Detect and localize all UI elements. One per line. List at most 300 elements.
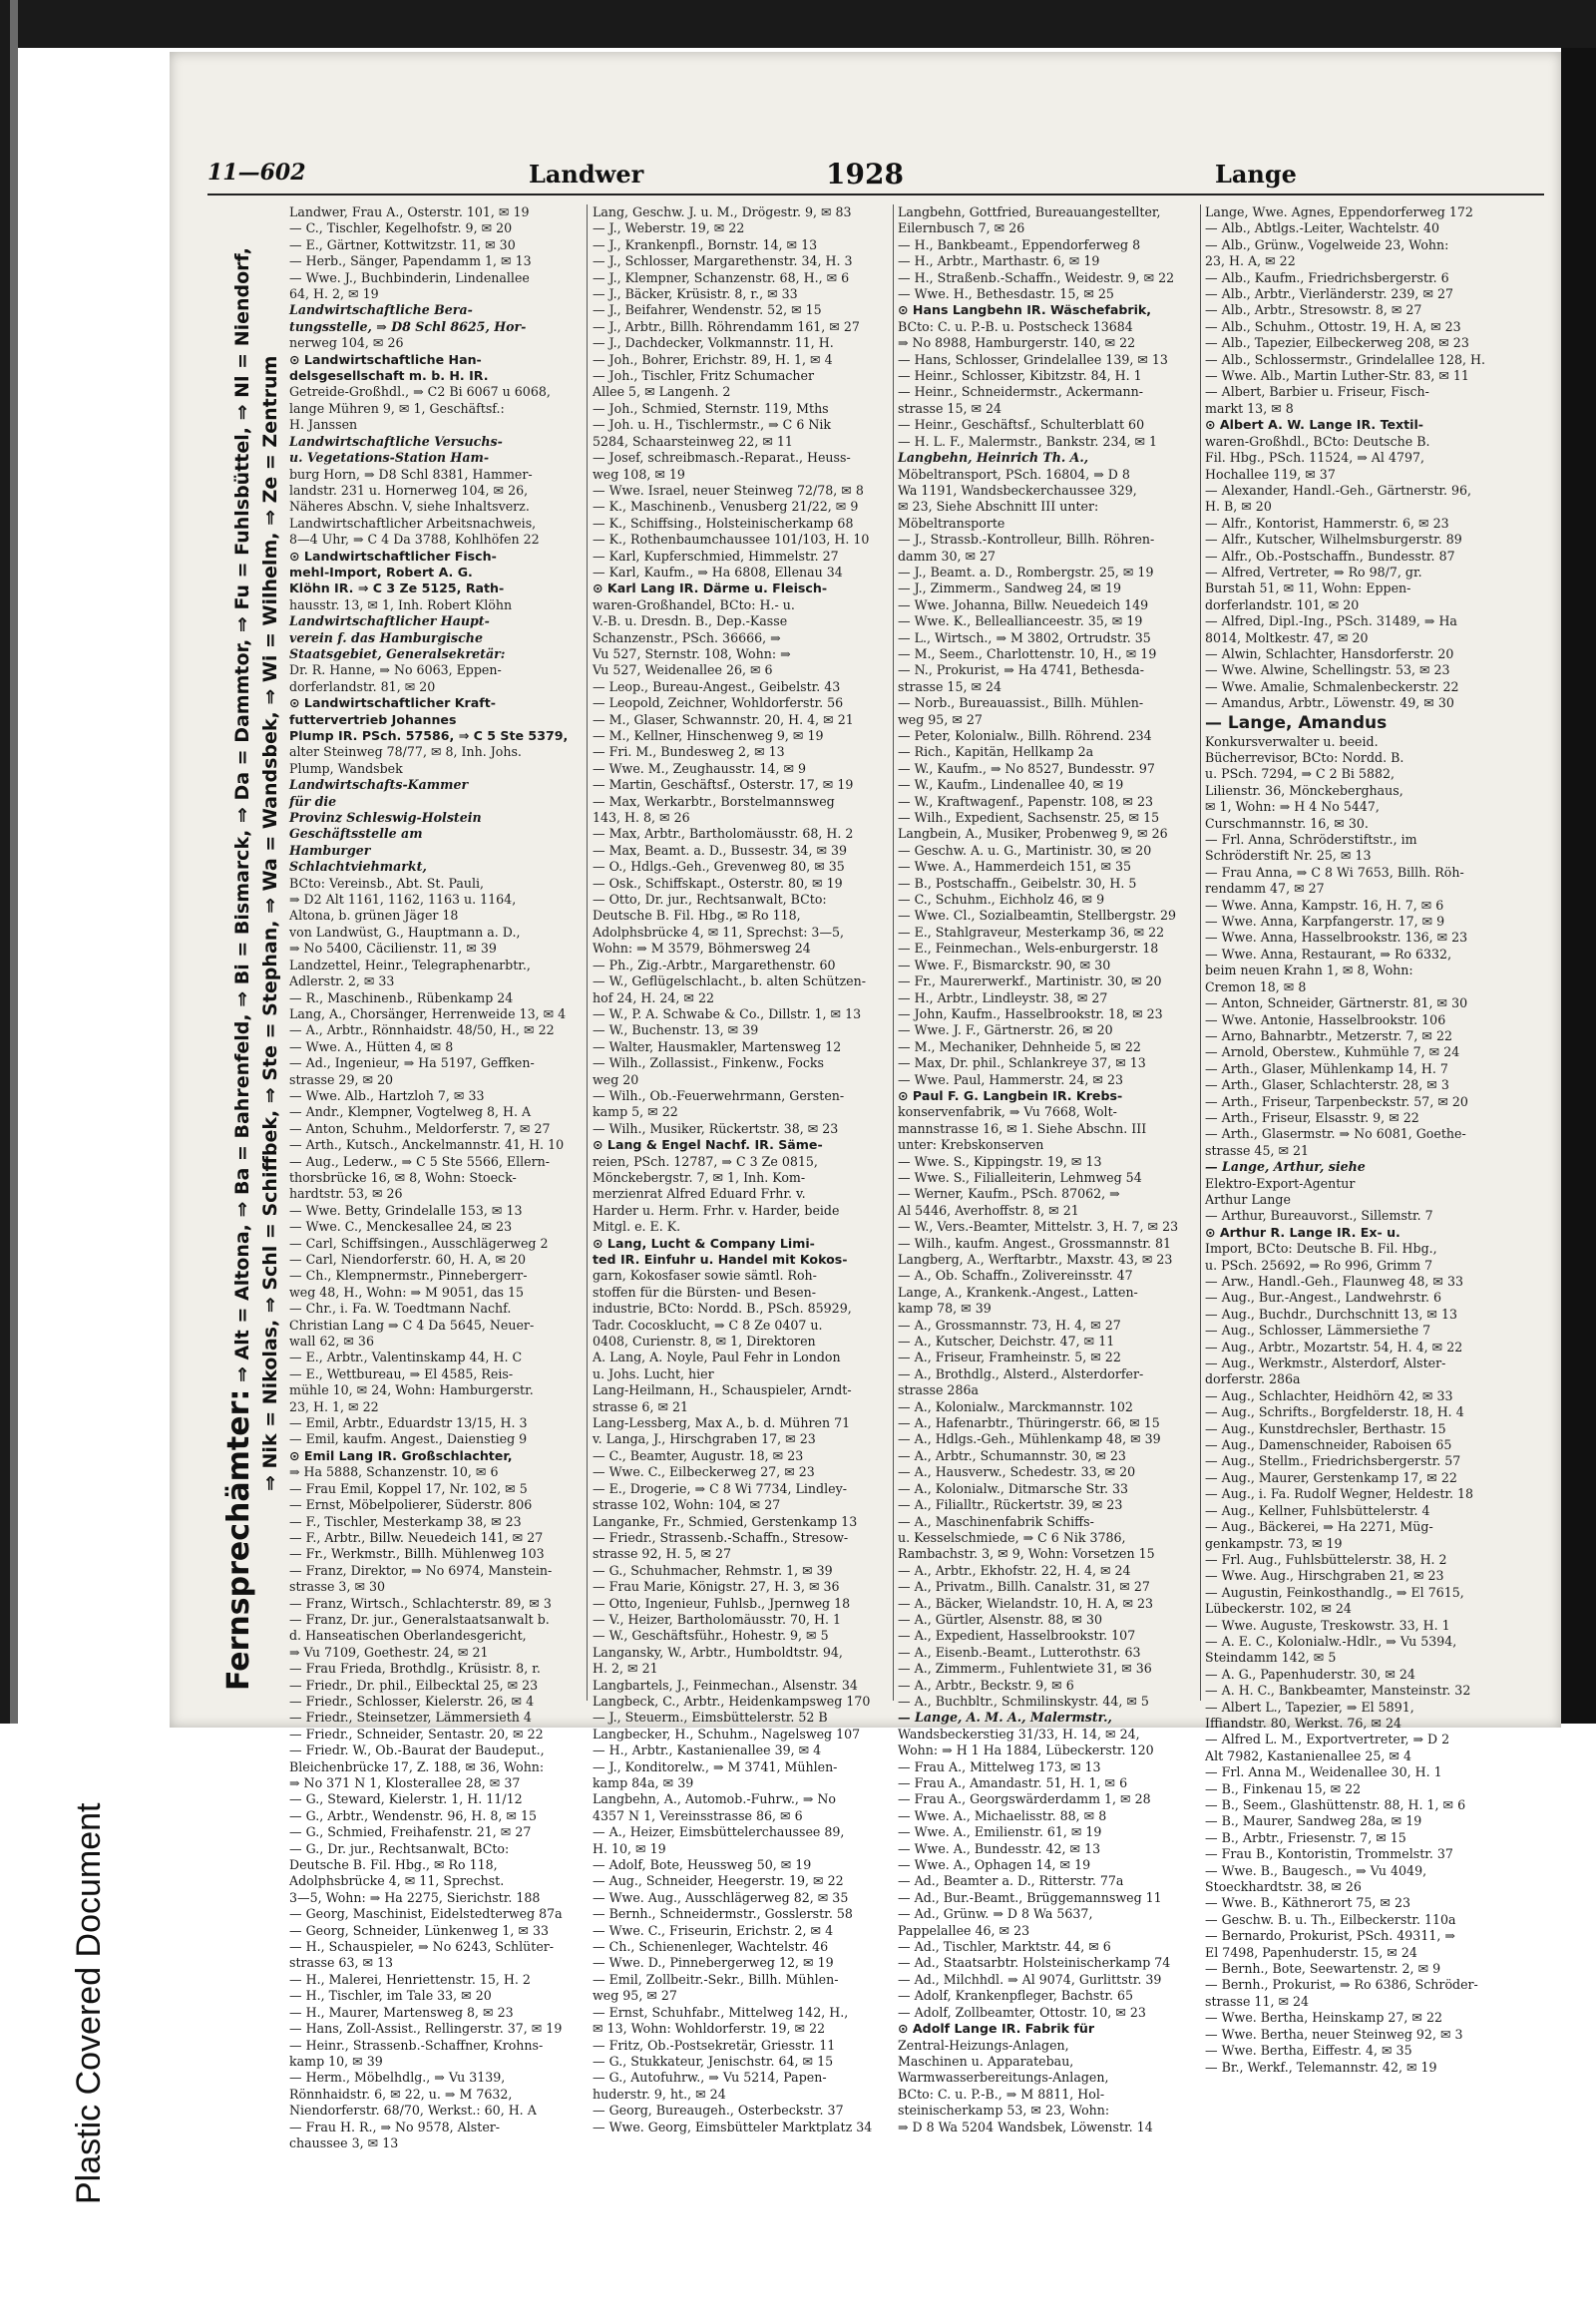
directory-entry: — Otto, Ingenieur, Fuhlsb., Jpernweg 18 <box>593 1595 851 1611</box>
directory-entry: ✉ 23, Siehe Abschnitt III unter: <box>898 499 1099 515</box>
directory-entry: — Werner, Kaufm., PSch. 87062, ⇒ <box>898 1186 1120 1202</box>
directory-entry: — Heinr., Geschäftsf., Schulterblatt 60 <box>898 417 1145 433</box>
directory-entry: Adolphsbrücke 4, ✉ 11, Sprechst: 3—5, <box>593 924 845 940</box>
directory-entry: — G., Arbtr., Wendenstr. 96, H. 8, ✉ 15 <box>289 1807 537 1823</box>
directory-entry: — H., Arbtr., Marthastr. 6, ✉ 19 <box>898 253 1100 269</box>
directory-entry: — E., Stahlgraveur, Mesterkamp 36, ✉ 22 <box>898 924 1165 940</box>
directory-entry: unter: Krebskonserven <box>898 1137 1044 1153</box>
directory-entry: — Wwe. Anna, Hasselbrookstr. 136, ✉ 23 <box>1205 930 1468 946</box>
directory-entry: — J., Konditorelw., ⇒ M 3741, Mühlen- <box>593 1758 838 1774</box>
directory-entry: — Georg, Bureaugeh., Osterbeckstr. 37 <box>593 2103 844 2119</box>
directory-entry: — K., Rothenbaumchaussee 101/103, H. 10 <box>593 532 870 548</box>
directory-entry: Iffiandstr. 80, Werkst. 76, ✉ 24 <box>1205 1715 1401 1731</box>
directory-entry: — Wwe. A., Michaelisstr. 88, ✉ 8 <box>898 1807 1107 1823</box>
directory-entry: — Walter, Hausmakler, Martensweg 12 <box>593 1038 842 1054</box>
directory-entry: ⇒ D2 Alt 1161, 1162, 1163 u. 1164, <box>289 892 517 908</box>
directory-entry: — K., Maschinenb., Venusberg 21/22, ✉ 9 <box>593 499 859 515</box>
directory-entry: — Wwe. H., Bethesdastr. 15, ✉ 25 <box>898 286 1114 302</box>
directory-entry: Konkursverwalter u. beeid. <box>1205 733 1379 749</box>
directory-entry: — Ph., Zig.-Arbtr., Margarethenstr. 60 <box>593 957 836 972</box>
directory-entry: — B., Maurer, Sandweg 28a, ✉ 19 <box>1205 1813 1422 1829</box>
directory-entry: beim neuen Krahn 1, ✉ 8, Wohn: <box>1205 963 1413 978</box>
directory-entry: — Bernh., Bote, Seewartenstr. 2, ✉ 9 <box>1205 1961 1441 1977</box>
directory-entry: d. Hanseatischen Oberlandesgericht, <box>289 1628 527 1644</box>
directory-entry: — Aug., Kellner, Fuhlsbüttelerstr. 4 <box>1205 1502 1430 1518</box>
directory-entry: — J., Beamt. a. D., Rombergstr. 25, ✉ 19 <box>898 564 1154 580</box>
directory-entry: — Alfr., Ob.-Postschaffn., Bundesstr. 87 <box>1205 548 1455 564</box>
directory-entry: Landwer, Frau A., Osterstr. 101, ✉ 19 <box>289 204 530 219</box>
directory-entry: Plump, Wandsbek <box>289 760 403 776</box>
directory-entry: — Wwe. Anna, Kampstr. 16, H. 7, ✉ 6 <box>1205 897 1444 913</box>
directory-entry: Landwirtschaftlicher Haupt- <box>289 613 490 629</box>
directory-entry: — Arth., Glasermstr. ⇒ No 6081, Goethe- <box>1205 1126 1466 1142</box>
column-rule <box>893 204 894 1701</box>
directory-entry: — J., Beifahrer, Wendenstr. 52, ✉ 15 <box>593 302 822 318</box>
page-number: 11—602 <box>207 160 306 186</box>
directory-entry: Landzettel, Heinr., Telegraphenarbtr., <box>289 957 531 972</box>
exchange-legend-line1: ⇒ Alt = Altona, ⇒ Ba = Bahrenfeld, ⇒ Bi = Bismarck, ⇒ Da = Dammtor, ⇒ Fu = Fuhlsbüttel, ⇒ Nl = Niendorf, <box>231 247 253 1382</box>
directory-entry: — Arth., Glaser, Schlachterstr. 28, ✉ 3 <box>1205 1077 1449 1093</box>
directory-entry: — Geschw. B. u. Th., Eilbeckerstr. 110a <box>1205 1911 1456 1927</box>
directory-entry: — Wwe. M., Zeughausstr. 14, ✉ 9 <box>593 760 807 776</box>
directory-entry: ⊙ Landwirtschaftlicher Kraft- <box>289 695 496 711</box>
directory-entry: Elektro-Export-Agentur <box>1205 1175 1356 1191</box>
exchange-legend-strip <box>221 194 283 1696</box>
directory-entry: — Herb., Sänger, Papendamm 1, ✉ 13 <box>289 253 532 269</box>
directory-entry: Rambachstr. 3, ✉ 9, Wohn: Vorsetzen 15 <box>898 1546 1155 1562</box>
directory-entry: — Arth., Friseur, Elsasstr. 9, ✉ 22 <box>1205 1109 1419 1125</box>
directory-entry: — Alb., Arbtr., Vierländerstr. 239, ✉ 27 <box>1205 286 1454 302</box>
directory-entry: — W., Geschäftsführ., Hohestr. 9, ✉ 5 <box>593 1628 829 1644</box>
directory-entry: — Emil, Zollbeitr.-Sekr., Billh. Mühlen- <box>593 1971 839 1987</box>
directory-entry: burg Horn, ⇒ D8 Schl 8381, Hammer- <box>289 466 533 482</box>
directory-entry: — N., Prokurist, ⇒ Ha 4741, Bethesda- <box>898 662 1144 678</box>
directory-entry: — R., Maschinenb., Rübenkamp 24 <box>289 989 514 1005</box>
directory-entry: kamp 10, ✉ 39 <box>289 2053 383 2069</box>
directory-entry: mühle 10, ✉ 24, Wohn: Hamburgerstr. <box>289 1382 534 1398</box>
directory-entry: — A., Expedient, Hasselbrookstr. 107 <box>898 1628 1136 1644</box>
directory-entry: — Alwin, Schlachter, Hansdorferstr. 20 <box>1205 645 1454 661</box>
directory-entry: — O., Hdlgs.-Geh., Grevenweg 80, ✉ 35 <box>593 859 845 875</box>
directory-entry: — Wwe. B., Käthnerort 75, ✉ 23 <box>1205 1895 1410 1911</box>
directory-entry: — Frau B., Kontoristin, Trommelstr. 37 <box>1205 1846 1453 1862</box>
directory-entry: — W., P. A. Schwabe & Co., Dillstr. 1, ✉ 13 <box>593 1005 862 1021</box>
directory-entry: — Frl. Anna, Schröderstiftstr., im <box>1205 832 1417 848</box>
directory-entry: Wohn: ⇒ H 1 Ha 1884, Lübeckerstr. 120 <box>898 1743 1154 1758</box>
directory-entry: Staatsgebiet, Generalsekretär: <box>289 645 506 661</box>
directory-entry: u. PSch. 7294, ⇒ C 2 Bi 5882, <box>1205 766 1395 782</box>
guideword-left: Landwer <box>529 160 644 189</box>
directory-entry: — Friedr., Dr. phil., Eilbecktal 25, ✉ 23 <box>289 1677 539 1693</box>
directory-entry: — Fri. M., Bundesweg 2, ✉ 13 <box>593 744 785 760</box>
directory-entry: — Frau A., Amandastr. 51, H. 1, ✉ 6 <box>898 1775 1128 1790</box>
directory-entry: — Georg, Schneider, Lünkenweg 1, ✉ 33 <box>289 1922 549 1938</box>
directory-entry: — W., Geflügelschlacht., b. alten Schützen- <box>593 973 866 989</box>
directory-entry: ⊙ Adolf Lange IR. Fabrik für <box>898 2021 1095 2037</box>
directory-entry: — John, Kaufm., Hasselbrookstr. 18, ✉ 23 <box>898 1005 1163 1021</box>
directory-entry: ⊙ Lang & Engel Nachf. IR. Säme- <box>593 1137 823 1153</box>
directory-entry: — Wwe. Bertha, Eiffestr. 4, ✉ 35 <box>1205 2043 1412 2059</box>
directory-entry: Langbeck, C., Arbtr., Heidenkampsweg 170 <box>593 1693 871 1709</box>
directory-entry: — Frau Frieda, Brothdlg., Krüsistr. 8, r. <box>289 1661 541 1677</box>
directory-entry: — G., Dr. jur., Rechtsanwalt, BCto: <box>289 1840 510 1856</box>
directory-entry: — Wwe. D., Pinnebergerweg 12, ✉ 19 <box>593 1955 834 1971</box>
directory-entry: — Ad., Staatsarbtr. Holsteinischerkamp 74 <box>898 1955 1171 1971</box>
directory-entry: — G., Stukkateur, Jenischstr. 64, ✉ 15 <box>593 2053 834 2069</box>
directory-entry: — Wwe. Aug., Ausschlägerweg 82, ✉ 35 <box>593 1889 849 1905</box>
directory-entry: — Max, Beamt. a. D., Bussestr. 34, ✉ 39 <box>593 842 848 858</box>
directory-entry: konservenfabrik, ⇒ Vu 7668, Wolt- <box>898 1104 1117 1120</box>
directory-entry: — Aug., Kunstdrechsler, Berthastr. 15 <box>1205 1420 1446 1436</box>
directory-entry: Bücherrevisor, BCto: Nordd. B. <box>1205 750 1404 765</box>
directory-entry: ⇒ D 8 Wa 5204 Wandsbek, Löwenstr. 14 <box>898 2119 1153 2134</box>
directory-entry: Lilienstr. 36, Mönckeberghaus, <box>1205 782 1403 798</box>
directory-entry: — Wwe. Bertha, Heinskamp 27, ✉ 22 <box>1205 2010 1442 2026</box>
directory-entry: Provinz Schleswig-Holstein <box>289 810 482 826</box>
directory-entry: strasse 102, Wohn: 104, ✉ 27 <box>593 1497 781 1513</box>
directory-entry: Steindamm 142, ✉ 5 <box>1205 1650 1337 1666</box>
directory-entry: Wandsbeckerstieg 31/33, H. 14, ✉ 24, <box>898 1726 1140 1742</box>
directory-entry: von Landwüst, G., Hauptmann a. D., <box>289 924 521 940</box>
directory-entry: — J., Schlosser, Margarethenstr. 34, H. 3 <box>593 253 853 269</box>
directory-entry: — W., Buchenstr. 13, ✉ 39 <box>593 1022 759 1038</box>
directory-entry: — Ad., Milchhdl. ⇒ Al 9074, Gurlittstr. 39 <box>898 1971 1162 1987</box>
directory-entry: — Alfred L. M., Exportvertreter, ⇒ D 2 <box>1205 1732 1450 1747</box>
directory-entry: kamp 84a, ✉ 39 <box>593 1775 694 1790</box>
directory-entry: H. Janssen <box>289 417 358 433</box>
directory-entry: ⇒ No 8988, Hamburgerstr. 140, ✉ 22 <box>898 335 1136 351</box>
directory-entry: — Wilh., Zollassist., Finkenw., Focks <box>593 1055 825 1071</box>
directory-entry: — A., Maschinenfabrik Schiffs- <box>898 1513 1094 1529</box>
directory-entry: — Max, Werkarbtr., Borstelmannsweg <box>593 793 835 809</box>
directory-entry: Langansky, W., Arbtr., Humboldtstr. 94, <box>593 1644 843 1660</box>
directory-entry: — J., Krankenpfl., Bornstr. 14, ✉ 13 <box>593 236 818 252</box>
directory-entry: 143, H. 8, ✉ 26 <box>593 810 690 826</box>
directory-entry: — V., Heizer, Bartholomäusstr. 70, H. 1 <box>593 1611 842 1627</box>
directory-entry: chaussee 3, ✉ 13 <box>289 2134 399 2150</box>
directory-entry: — H., Maurer, Martensweg 8, ✉ 23 <box>289 2004 514 2020</box>
directory-entry: 4357 N 1, Vereinsstrasse 86, ✉ 6 <box>593 1807 803 1823</box>
directory-entry: — Lange, Arthur, siehe <box>1205 1159 1366 1175</box>
directory-entry: — Aug., Damenschneider, Raboisen 65 <box>1205 1437 1452 1453</box>
directory-entry: 8014, Moltkestr. 47, ✉ 20 <box>1205 629 1369 645</box>
directory-entry: für die <box>289 793 337 809</box>
directory-entry: — Heinr., Schlosser, Kibitzstr. 84, H. 1 <box>898 368 1142 384</box>
directory-entry: — Fr., Maurerwerkf., Martinistr. 30, ✉ 20 <box>898 973 1162 989</box>
directory-entry: — Ernst, Schuhfabr., Mittelweg 142, H., <box>593 2004 849 2020</box>
directory-entry: — J., Klempner, Schanzenstr. 68, H., ✉ 6 <box>593 269 850 285</box>
directory-entry: El 7498, Papenhuderstr. 15, ✉ 24 <box>1205 1944 1417 1960</box>
directory-entry: — G., Steward, Kielerstr. 1, H. 11/12 <box>289 1791 523 1807</box>
directory-entry: Lübeckerstr. 102, ✉ 24 <box>1205 1601 1352 1617</box>
directory-entry: Import, BCto: Deutsche B. Fil. Hbg., <box>1205 1241 1437 1257</box>
directory-entry: — H., Bankbeamt., Eppendorferweg 8 <box>898 236 1141 252</box>
directory-entry: — Frau Emil, Koppel 17, Nr. 102, ✉ 5 <box>289 1480 528 1496</box>
directory-entry: — Joh., Bohrer, Erichstr. 89, H. 1, ✉ 4 <box>593 351 833 367</box>
directory-entry: Landwirtschaftliche Bera- <box>289 302 473 318</box>
directory-entry: — Anton, Schuhm., Meldorferstr. 7, ✉ 27 <box>289 1120 551 1136</box>
directory-entry: Wohn: ⇒ M 3579, Böhmersweg 24 <box>593 941 811 957</box>
directory-entry: — Wwe. B., Baugesch., ⇒ Vu 4049, <box>1205 1862 1427 1878</box>
directory-entry: — Georg, Maschinist, Eidelstedterweg 87a <box>289 1906 563 1922</box>
directory-entry: ⊙ Karl Lang IR. Därme u. Fleisch- <box>593 581 828 596</box>
directory-entry: — Ad., Bur.-Beamt., Brüggemannsweg 11 <box>898 1889 1162 1905</box>
directory-entry: dorferstr. 286a <box>1205 1371 1301 1387</box>
directory-entry: BCto: Vereinsb., Abt. St. Pauli, <box>289 875 485 891</box>
directory-entry: — A., Hausverw., Schedestr. 33, ✉ 20 <box>898 1464 1136 1480</box>
directory-entry: Stoeckhardtstr. 38, ✉ 26 <box>1205 1879 1362 1895</box>
directory-entry: Langbartels, J., Feinmechan., Alsenstr. 34 <box>593 1677 858 1693</box>
directory-entry: 0408, Curienstr. 8, ✉ 1, Direktoren <box>593 1334 816 1350</box>
directory-entry: verein f. das Hamburgische <box>289 629 483 645</box>
directory-entry: Landwirtschaftliche Versuchs- <box>289 433 503 449</box>
exchange-legend-title: Fernsprechämter: <box>221 1388 256 1691</box>
directory-entry: — Wwe. S., Filialleiterin, Lehmweg 54 <box>898 1169 1142 1185</box>
directory-entry: stoffen für die Bürsten- und Besen- <box>593 1284 816 1300</box>
directory-entry: — Friedr., Steinsetzer, Lämmersieth 4 <box>289 1710 532 1726</box>
directory-entry: — J., Strassb.-Kontrolleur, Billh. Röhren- <box>898 532 1155 548</box>
directory-entry: Bleichenbrücke 17, Z. 188, ✉ 36, Wohn: <box>289 1758 545 1774</box>
directory-entry: — Emil, Arbtr., Eduardstr 13/15, H. 3 <box>289 1415 528 1431</box>
directory-entry: Warmwasserbereitungs-Anlagen, <box>898 2070 1109 2086</box>
directory-entry: — Alb., Schuhm., Ottostr. 19, H. A, ✉ 23 <box>1205 318 1461 334</box>
directory-entry: — Wwe. Auguste, Treskowstr. 33, H. 1 <box>1205 1617 1450 1633</box>
directory-entry: — Max, Dr. phil., Schlankreye 37, ✉ 13 <box>898 1055 1146 1071</box>
directory-entry: — Ernst, Möbelpolierer, Süderstr. 806 <box>289 1497 533 1513</box>
directory-entry: — A. E. C., Kolonialw.-Hdlr., ⇒ Vu 5394, <box>1205 1633 1457 1649</box>
directory-entry: — C., Tischler, Kegelhofstr. 9, ✉ 20 <box>289 220 513 236</box>
directory-entry: — Alfred, Vertreter, ⇒ Ro 98/7, gr. <box>1205 564 1422 580</box>
directory-entry: — Arth., Glaser, Mühlenkamp 14, H. 7 <box>1205 1060 1448 1076</box>
directory-entry: — Wwe. Alb., Hartzloh 7, ✉ 33 <box>289 1087 485 1103</box>
directory-entry: — A., Heizer, Eimsbüttelerchaussee 89, <box>593 1824 845 1840</box>
directory-entry: — Rich., Kapitän, Hellkamp 2a <box>898 744 1094 760</box>
directory-entry: Deutsche B. Fil. Hbg., ✉ Ro 118, <box>593 908 801 924</box>
directory-entry: Adolphsbrücke 4, ✉ 11, Sprechst. <box>289 1873 505 1889</box>
page-header <box>207 158 1544 195</box>
directory-entry: — Friedr., Schneider, Sentastr. 20, ✉ 22 <box>289 1726 544 1742</box>
directory-entry: Harder u. Herm. Frhr. v. Harder, beide <box>593 1202 840 1218</box>
directory-entry: — Wilh., Musiker, Rückertstr. 38, ✉ 23 <box>593 1120 839 1136</box>
directory-entry: ✉ 1, Wohn: ⇒ H 4 No 5447, <box>1205 799 1380 815</box>
directory-entry: — A., Arbtr., Beckstr. 9, ✉ 6 <box>898 1677 1074 1693</box>
directory-entry: Vu 527, Weidenallee 26, ✉ 6 <box>593 662 773 678</box>
directory-entry: — Fr., Werkmstr., Billh. Mühlenweg 103 <box>289 1546 545 1562</box>
directory-entry: — Arw., Handl.-Geh., Flaunweg 48, ✉ 33 <box>1205 1274 1463 1289</box>
directory-entry: weg 95, ✉ 27 <box>593 1988 677 2004</box>
directory-entry: — A., Brothdlg., Alsterd., Alsterdorfer- <box>898 1365 1144 1381</box>
directory-entry: Geschäftsstelle am <box>289 826 423 842</box>
column-rule <box>1200 204 1201 1701</box>
directory-entry: genkampstr. 73, ✉ 19 <box>1205 1535 1343 1551</box>
directory-entry: — A., Grossmannstr. 73, H. 4, ✉ 27 <box>898 1317 1121 1333</box>
directory-entry: u. Johs. Lucht, hier <box>593 1365 714 1381</box>
directory-entry: — Friedr., Schlosser, Kielerstr. 26, ✉ 4 <box>289 1693 535 1709</box>
directory-entry: — Alb., Schlossermstr., Grindelallee 128, H. <box>1205 351 1485 367</box>
directory-entry: Zentral-Heizungs-Anlagen, <box>898 2037 1069 2053</box>
directory-entry: — Ad., Tischler, Marktstr. 44, ✉ 6 <box>898 1939 1111 1955</box>
directory-entry: — A., Kutscher, Deichstr. 47, ✉ 11 <box>898 1334 1115 1350</box>
directory-entry: — J., Bäcker, Krüsistr. 8, r., ✉ 33 <box>593 286 798 302</box>
directory-entry: — Arno, Bahnarbtr., Metzerstr. 7, ✉ 22 <box>1205 1027 1452 1043</box>
directory-entry: Deutsche B. Fil. Hbg., ✉ Ro 118, <box>289 1857 498 1873</box>
directory-entry: Langbehn, Gottfried, Bureauangestellter, <box>898 204 1161 219</box>
directory-entry: Plump IR. PSch. 57586, ⇒ C 5 Ste 5379, <box>289 728 569 743</box>
directory-entry: — Hans, Zoll-Assist., Rellingerstr. 37, ✉ 19 <box>289 2021 563 2037</box>
directory-entry: — Osk., Schiffskapt., Osterstr. 80, ✉ 19 <box>593 875 843 891</box>
directory-entry: — J., Arbtr., Billh. Röhrendamm 161, ✉ 27 <box>593 318 860 334</box>
directory-entry: — L., Wirtsch., ⇒ M 3802, Ortrudstr. 35 <box>898 629 1151 645</box>
directory-entry: Alt 7982, Kastanienallee 25, ✉ 4 <box>1205 1747 1411 1763</box>
directory-entry: hausstr. 13, ✉ 1, Inh. Robert Klöhn <box>289 596 513 612</box>
directory-entry: — Josef, schreibmasch.-Reparat., Heuss- <box>593 450 851 466</box>
directory-entry: BCto: C. u. P.-B. u. Postscheck 13684 <box>898 318 1133 334</box>
directory-entry: ⇒ Ha 5888, Schanzenstr. 10, ✉ 6 <box>289 1464 499 1480</box>
directory-entry: — Aug., Arbtr., Mozartstr. 54, H. 4, ✉ 22 <box>1205 1339 1463 1355</box>
directory-entry: — A., Hdlgs.-Geh., Mühlenkamp 48, ✉ 39 <box>898 1431 1161 1447</box>
directory-entry: — Ad., Ingenieur, ⇒ Ha 5197, Geffken- <box>289 1055 535 1071</box>
directory-entry: — A., Hafenarbtr., Thüringerstr. 66, ✉ 15 <box>898 1415 1160 1431</box>
directory-entry: u. PSch. 25692, ⇒ Ro 996, Grimm 7 <box>1205 1257 1433 1273</box>
directory-entry: — Wwe. Anna, Restaurant, ⇒ Ro 6332, <box>1205 946 1452 962</box>
directory-entry: — Wwe. Alwine, Schellingstr. 53, ✉ 23 <box>1205 662 1450 678</box>
column-rule <box>587 204 588 1701</box>
directory-entry: — Albert, Barbier u. Friseur, Fisch- <box>1205 384 1429 400</box>
directory-entry: mehl-Import, Robert A. G. <box>289 564 473 580</box>
directory-entry: Wa 1191, Wandsbeckerchaussee 329, <box>898 482 1137 498</box>
directory-entry: — Wwe. Alb., Martin Luther-Str. 83, ✉ 11 <box>1205 368 1469 384</box>
directory-entry: — Wwe. F., Bismarckstr. 90, ✉ 30 <box>898 957 1111 972</box>
directory-entry: Getreide-Großhdl., ⇒ C2 Bi 6067 u 6068, <box>289 384 551 400</box>
directory-entry: — A., Arbtr., Ekhofstr. 22, H. 4, ✉ 24 <box>898 1562 1131 1578</box>
directory-entry: — Wwe. Georg, Eimsbütteler Marktplatz 34 <box>593 2119 873 2134</box>
directory-entry: — Wwe. Betty, Grindelalle 153, ✉ 13 <box>289 1202 523 1218</box>
directory-entry: — Geschw. A. u. G., Martinistr. 30, ✉ 20 <box>898 842 1152 858</box>
directory-entry: mannstrasse 16, ✉ 1. Siehe Abschn. III <box>898 1120 1147 1136</box>
directory-entry: — Frau H. R., ⇒ No 9578, Alster- <box>289 2119 501 2134</box>
directory-entry: — Ch., Schienenleger, Wachtelstr. 46 <box>593 1939 829 1955</box>
directory-entry: — Martin, Geschäftsf., Osterstr. 17, ✉ 19 <box>593 777 854 793</box>
directory-entry: — Albert L., Tapezier, ⇒ El 5891, <box>1205 1699 1414 1715</box>
directory-entry: — Wwe. A., Ophagen 14, ✉ 19 <box>898 1857 1091 1873</box>
directory-entry: — Aug., Schneider, Heegerstr. 19, ✉ 22 <box>593 1873 844 1889</box>
directory-entry: — Anton, Schneider, Gärtnerstr. 81, ✉ 30 <box>1205 995 1468 1011</box>
directory-entry: strasse 11, ✉ 24 <box>1205 1993 1310 2009</box>
directory-entry: strasse 6, ✉ 21 <box>593 1398 689 1414</box>
directory-entry: — G., Autofuhrw., ⇒ Vu 5214, Papen- <box>593 2070 827 2086</box>
directory-entry: H. 10, ✉ 19 <box>593 1840 666 1856</box>
directory-entry: — Alexander, Handl.-Geh., Gärtnerstr. 96, <box>1205 482 1472 498</box>
directory-entry: Langbehn, Heinrich Th. A., <box>898 450 1089 466</box>
directory-entry: — B., Postschaffn., Geibelstr. 30, H. 5 <box>898 875 1137 891</box>
directory-entry: Lang, Geschw. J. u. M., Drögestr. 9, ✉ 83 <box>593 204 852 219</box>
directory-entry: — Wwe. S., Kippingstr. 19, ✉ 13 <box>898 1153 1102 1169</box>
directory-entry: ⊙ Emil Lang IR. Großschlachter, <box>289 1447 513 1463</box>
directory-entry: — Alfred, Dipl.-Ing., PSch. 31489, ⇒ Ha <box>1205 613 1457 629</box>
directory-entry: — Emil, kaufm. Angest., Daienstieg 9 <box>289 1431 528 1447</box>
directory-entry: — H., Arbtr., Kastanienallee 39, ✉ 4 <box>593 1743 822 1758</box>
directory-entry: Lang-Lessberg, Max A., b. d. Mühren 71 <box>593 1415 851 1431</box>
directory-entry: 23, H. 1, ✉ 22 <box>289 1398 379 1414</box>
directory-entry: — W., Kaufm., Lindenallee 40, ✉ 19 <box>898 777 1124 793</box>
directory-entry: waren-Großhandel, BCto: H.- u. <box>593 596 795 612</box>
scan-border-top <box>0 0 1596 48</box>
directory-entry: — A. G., Papenhuderstr. 30, ✉ 24 <box>1205 1666 1415 1682</box>
directory-entry: — H., Tischler, im Tale 33, ✉ 20 <box>289 1988 492 2004</box>
directory-entry: — Wwe. Aug., Hirschgraben 21, ✉ 23 <box>1205 1568 1444 1584</box>
directory-entry: — Karl, Kaufm., ⇒ Ha 6808, Ellenau 34 <box>593 564 843 580</box>
directory-entry: 8—4 Uhr, ⇒ C 4 Da 3788, Kohlhöfen 22 <box>289 532 540 548</box>
directory-entry: Altona, b. grünen Jäger 18 <box>289 908 459 924</box>
directory-entry: — Friedr. W., Ob.-Baurat der Baudeput., <box>289 1743 545 1758</box>
directory-entry: — Ad., Grünw. ⇒ D 8 Wa 5637, <box>898 1906 1093 1922</box>
directory-entry: — C., Schuhm., Eichholz 46, ✉ 9 <box>898 892 1105 908</box>
directory-entry: strasse 45, ✉ 21 <box>1205 1142 1310 1158</box>
directory-entry: — Aug., Lederw., ⇒ C 5 Ste 5566, Ellern- <box>289 1153 551 1169</box>
directory-entry: ⇒ Vu 7109, Goethestr. 24, ✉ 21 <box>289 1644 489 1660</box>
directory-entry: — Wwe. A., Hammerdeich 151, ✉ 35 <box>898 859 1132 875</box>
directory-entry: — Franz, Dr. jur., Generalstaatsanwalt b. <box>289 1611 550 1627</box>
directory-entry: — Wwe. C., Eilbeckerweg 27, ✉ 23 <box>593 1464 815 1480</box>
directory-entry: — M., Mechaniker, Dehnheide 5, ✉ 22 <box>898 1038 1141 1054</box>
plastic-covered-label <box>30 1726 110 2324</box>
directory-entry: weg 48, H., Wohn: ⇒ M 9051, das 15 <box>289 1284 525 1300</box>
directory-entry: Langbecker, H., Schuhm., Nagelsweg 107 <box>593 1726 861 1742</box>
directory-entry: — Wwe. J., Buchbinderin, Lindenallee <box>289 269 530 285</box>
directory-column-2 <box>593 204 888 2134</box>
directory-entry: damm 30, ✉ 27 <box>898 548 997 564</box>
directory-entry: — F., Arbtr., Billw. Neuedeich 141, ✉ 27 <box>289 1529 544 1545</box>
directory-entry: Lang-Heilmann, H., Schauspieler, Arndt- <box>593 1382 852 1398</box>
directory-entry: — Fritz, Ob.-Postsekretär, Griesstr. 11 <box>593 2037 836 2053</box>
directory-entry: ted IR. Einfuhr u. Handel mit Kokos- <box>593 1252 848 1267</box>
directory-entry: — A., Kolonialw., Marckmannstr. 102 <box>898 1398 1133 1414</box>
directory-entry: — Wwe. Israel, neuer Steinweg 72/78, ✉ 8 <box>593 482 864 498</box>
directory-entry: industrie, BCto: Nordd. B., PSch. 85929, <box>593 1301 852 1317</box>
directory-entry: — J., Steuerm., Eimsbüttelerstr. 52 B <box>593 1710 828 1726</box>
directory-entry: — Bernh., Prokurist, ⇒ Ro 6386, Schröder- <box>1205 1977 1478 1993</box>
directory-entry: — Frau Marie, Königstr. 27, H. 3, ✉ 36 <box>593 1579 840 1595</box>
directory-entry: — Lange, Amandus <box>1205 712 1388 733</box>
directory-entry: — Aug., Schrifts., Borgfelderstr. 18, H. 4 <box>1205 1404 1464 1420</box>
directory-entry: Dr. R. Hanne, ⇒ No 6063, Eppen- <box>289 662 502 678</box>
directory-entry: Christian Lang ⇒ C 4 Da 5645, Neuer- <box>289 1317 535 1333</box>
directory-entry: — Franz, Wirtsch., Schlachterstr. 89, ✉ 3 <box>289 1595 552 1611</box>
directory-entry: Mitgl. e. E. K. <box>593 1219 681 1235</box>
directory-entry: — Carl, Niendorferstr. 60, H. A, ✉ 20 <box>289 1252 527 1267</box>
directory-entry: strasse 286a <box>898 1382 979 1398</box>
directory-entry: — Joh. u. H., Tischlermstr., ⇒ C 6 Nik <box>593 417 832 433</box>
directory-entry: — Wilh., kaufm. Angest., Grossmannstr. 81 <box>898 1235 1172 1251</box>
directory-entry: delsgesellschaft m. b. H. IR. <box>289 368 489 384</box>
directory-entry: — G., Schmied, Freihafenstr. 21, ✉ 27 <box>289 1824 532 1840</box>
directory-entry: 23, H. A, ✉ 22 <box>1205 253 1296 269</box>
directory-entry: — E., Arbtr., Valentinskamp 44, H. C <box>289 1350 523 1365</box>
directory-entry: — Norb., Bureauassist., Billh. Mühlen- <box>898 695 1144 711</box>
directory-entry: — Alb., Grünw., Vogelweide 23, Wohn: <box>1205 236 1449 252</box>
directory-entry: Lange, Wwe. Agnes, Eppendorferweg 172 <box>1205 204 1473 219</box>
directory-entry: weg 108, ✉ 19 <box>593 466 685 482</box>
directory-entry: — Frau A., Mittelweg 173, ✉ 13 <box>898 1758 1101 1774</box>
directory-entry: — Aug., Schlachter, Heidhörn 42, ✉ 33 <box>1205 1387 1453 1403</box>
directory-entry: — Alb., Kaufm., Friedrichsbergerstr. 6 <box>1205 269 1449 285</box>
directory-entry: — Adolf, Zollbeamter, Ottostr. 10, ✉ 23 <box>898 2004 1146 2020</box>
directory-entry: Landwirtschaftlicher Arbeitsnachweis, <box>289 515 537 531</box>
directory-entry: — Aug., Schlosser, Lämmersiethe 7 <box>1205 1323 1431 1339</box>
directory-entry: Curschmannstr. 16, ✉ 30. <box>1205 815 1369 831</box>
directory-entry: Näheres Abschn. V, siehe Inhaltsverz. <box>289 499 530 515</box>
directory-entry: — Adolf, Bote, Heussweg 50, ✉ 19 <box>593 1857 812 1873</box>
